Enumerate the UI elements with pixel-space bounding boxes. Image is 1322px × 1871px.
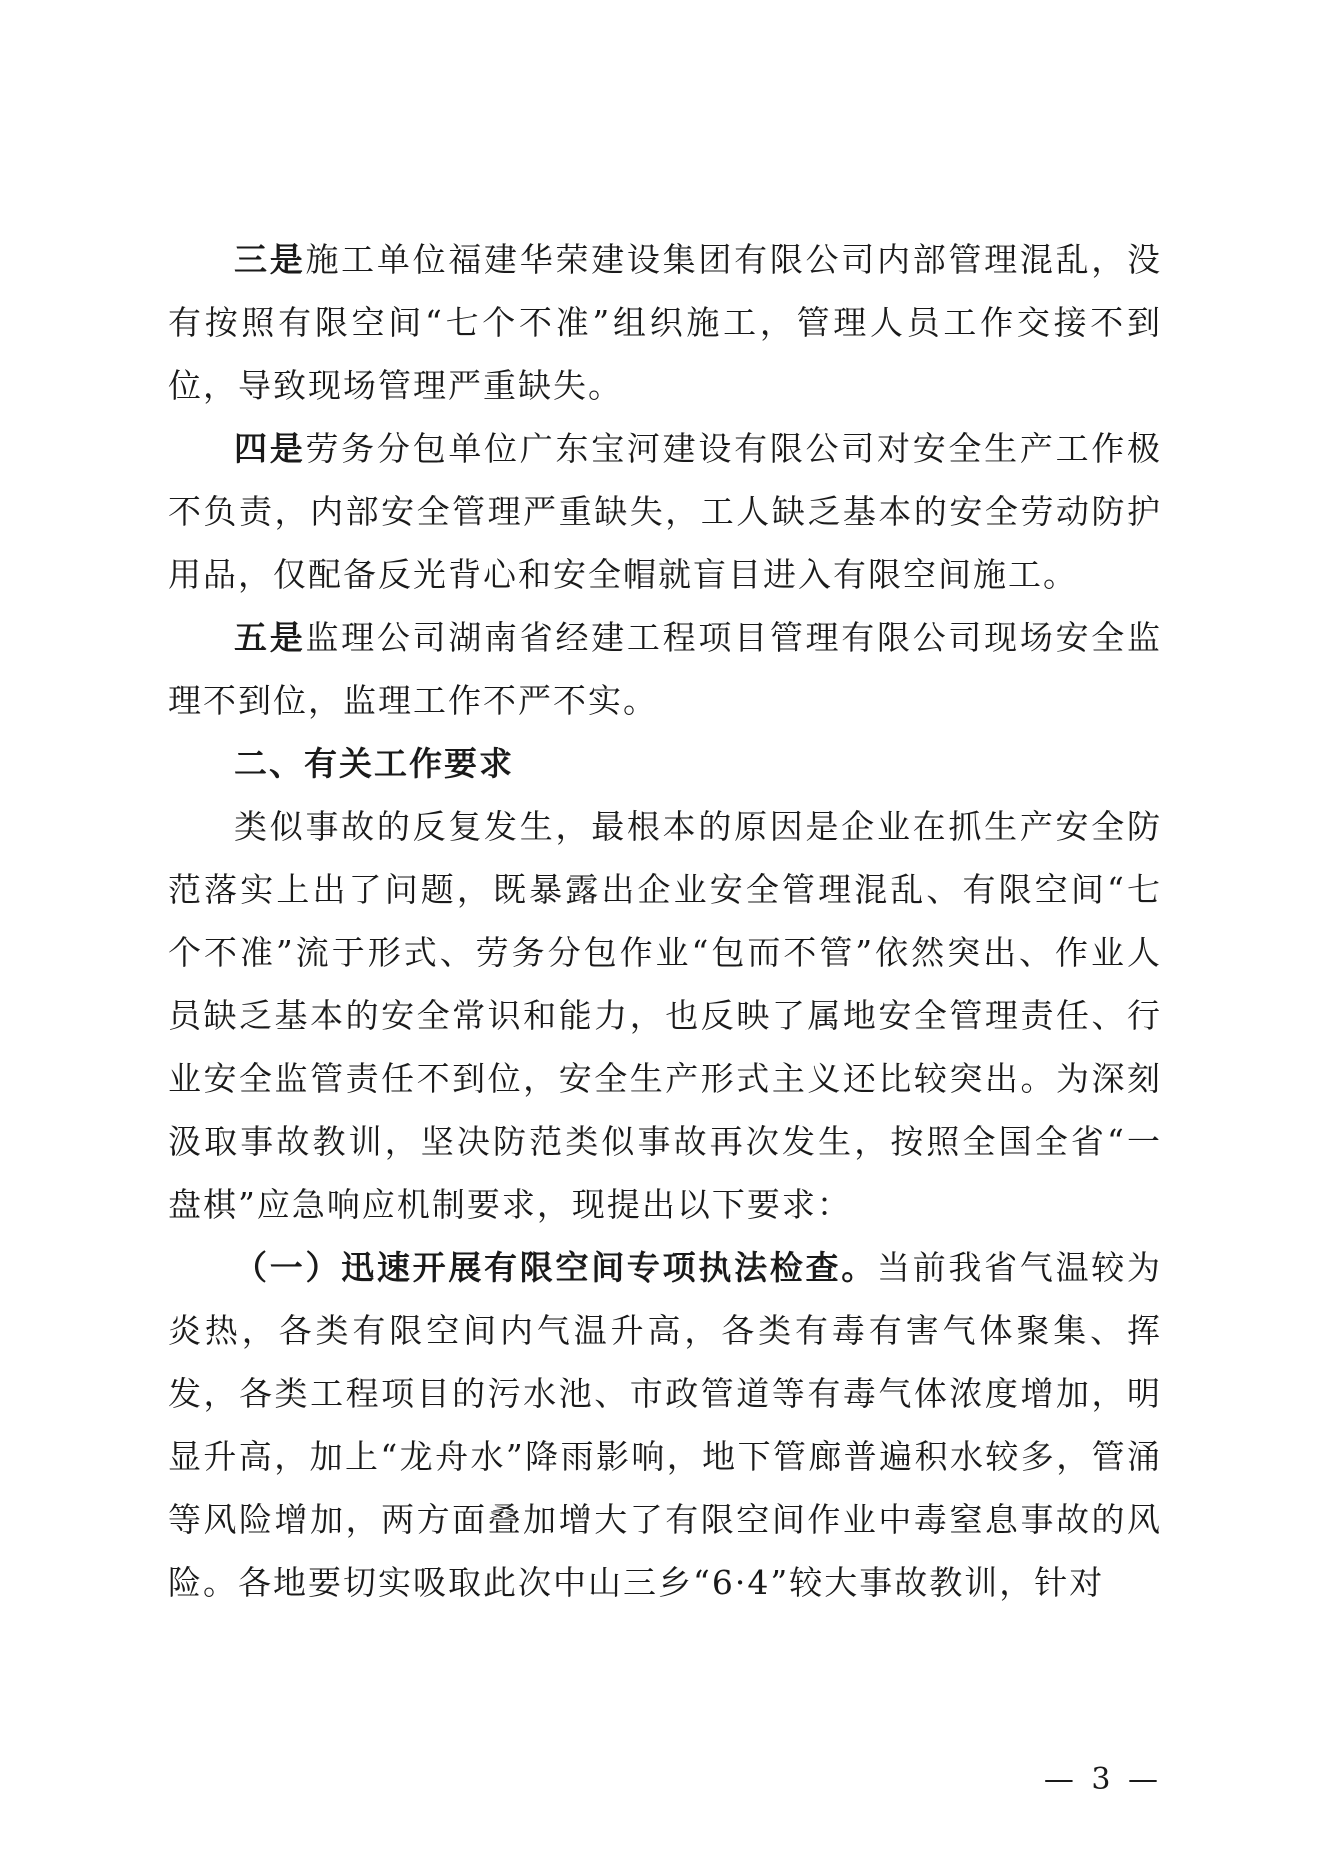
page-number: — 3 —	[1043, 1762, 1162, 1797]
paragraph-third-cause	[168, 228, 1162, 417]
paragraph-lead: 四是	[234, 429, 306, 468]
subsection-text: 当前我省气温较为炎热，各类有限空间内气温升高，各类有毒有害气体聚集、挥发，各类工程项目的污水池、市政管道等有毒气体浓度增加，明显升高，加上“龙舟水”降雨影响，地下管廊普遍积水较多，管涌等风险增加，两方面叠加增大了有限空间作业中毒窒息事故的风险。各地要切实吸取此次中山三乡“6·4”较大事故教训，针对	[168, 1248, 1163, 1602]
section-heading: 二、有关工作要求	[234, 744, 514, 783]
paragraph-intro: 类似事故的反复发生，最根本的原因是企业在抓生产安全防范落实上出了问题，既暴露出企业安全管理混乱、有限空间“七个不准”流于形式、劳务分包作业“包而不管”依然突出、作业人员缺乏基本的安全常识和能力，也反映了属地安全管理责任、行业安全监管责任不到位，安全生产形式主义还比较突出。为深刻汲取事故教训，坚决防范类似事故再次发生，按照全国全省“一盘棋”应急响应机制要求，现提出以下要求：	[168, 807, 1162, 1224]
paragraph-lead: 三是	[234, 240, 306, 279]
paragraph-fifth-cause	[168, 606, 1162, 732]
paragraph-lead: 五是	[234, 618, 306, 657]
subsection-title: （一）迅速开展有限空间专项执法检查。	[234, 1248, 877, 1287]
paragraph-subsection-one	[168, 1236, 1162, 1614]
paragraph-text: 劳务分包单位广东宝河建设有限公司对安全生产工作极不负责，内部安全管理严重缺失，工人缺乏基本的安全劳动防护用品，仅配备反光背心和安全帽就盲目进入有限空间施工。	[168, 429, 1163, 594]
document-body	[168, 228, 1162, 1614]
paragraph-text: 施工单位福建华荣建设集团有限公司内部管理混乱，没有按照有限空间“七个不准”组织施工，管理人员工作交接不到位，导致现场管理严重缺失。	[168, 240, 1163, 405]
paragraph-text: 监理公司湖南省经建工程项目管理有限公司现场安全监理不到位，监理工作不严不实。	[168, 618, 1163, 720]
paragraph-fourth-cause	[168, 417, 1162, 606]
